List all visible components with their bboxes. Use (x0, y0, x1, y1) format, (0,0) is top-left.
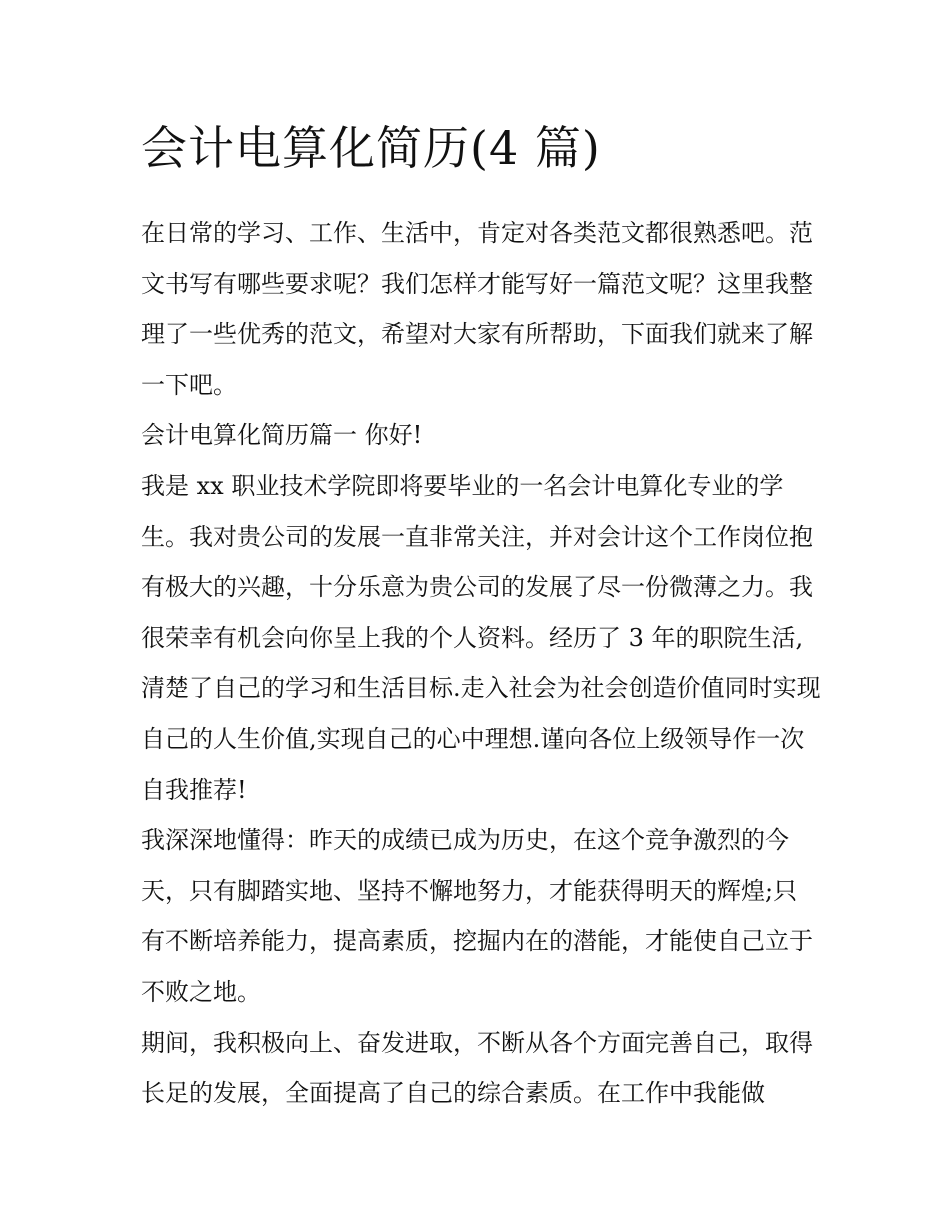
paragraph-self-introduction: 我是 xx 职业技术学院即将要毕业的一名会计电算化专业的学生。我对贵公司的发展一直非常关注，并对会计这个工作岗位抱有极大的兴趣，十分乐意为贵公司的发展了尽一份微薄之力。我很荣幸有机会向你呈上我的个人资料。经历了 3 年的职院生活,清楚了自己的学习和生活目标.走入社会为社会创造价值同时实现自己的人生价值,实现自己的心中理想.谨向各位上级领导作一次自我推荐! (141, 471, 821, 804)
document-title: 会计电算化简历(4 篇) (141, 121, 601, 175)
paragraph-progress: 期间，我积极向上、奋发进取，不断从各个方面完善自己，取得长足的发展，全面提高了自己的综合素质。在工作中我能做 (141, 1028, 813, 1108)
paragraph-understanding: 我深深地懂得：昨天的成绩已成为历史，在这个竞争激烈的今天，只有脚踏实地、坚持不懈地努力，才能获得明天的辉煌;只有不断培养能力，提高素质，挖掘内在的潜能，才能使自己立于不败之地。 (141, 826, 813, 1006)
paragraph-intro: 在日常的学习、工作、生活中，肯定对各类范文都很熟悉吧。范文书写有哪些要求呢？我们怎样才能写好一篇范文呢？这里我整理了一些优秀的范文，希望对大家有所帮助，下面我们就来了解一下吧。 (141, 219, 813, 399)
paragraph-greeting: 会计电算化简历篇一 你好! (141, 421, 423, 450)
document-body (141, 208, 820, 1119)
